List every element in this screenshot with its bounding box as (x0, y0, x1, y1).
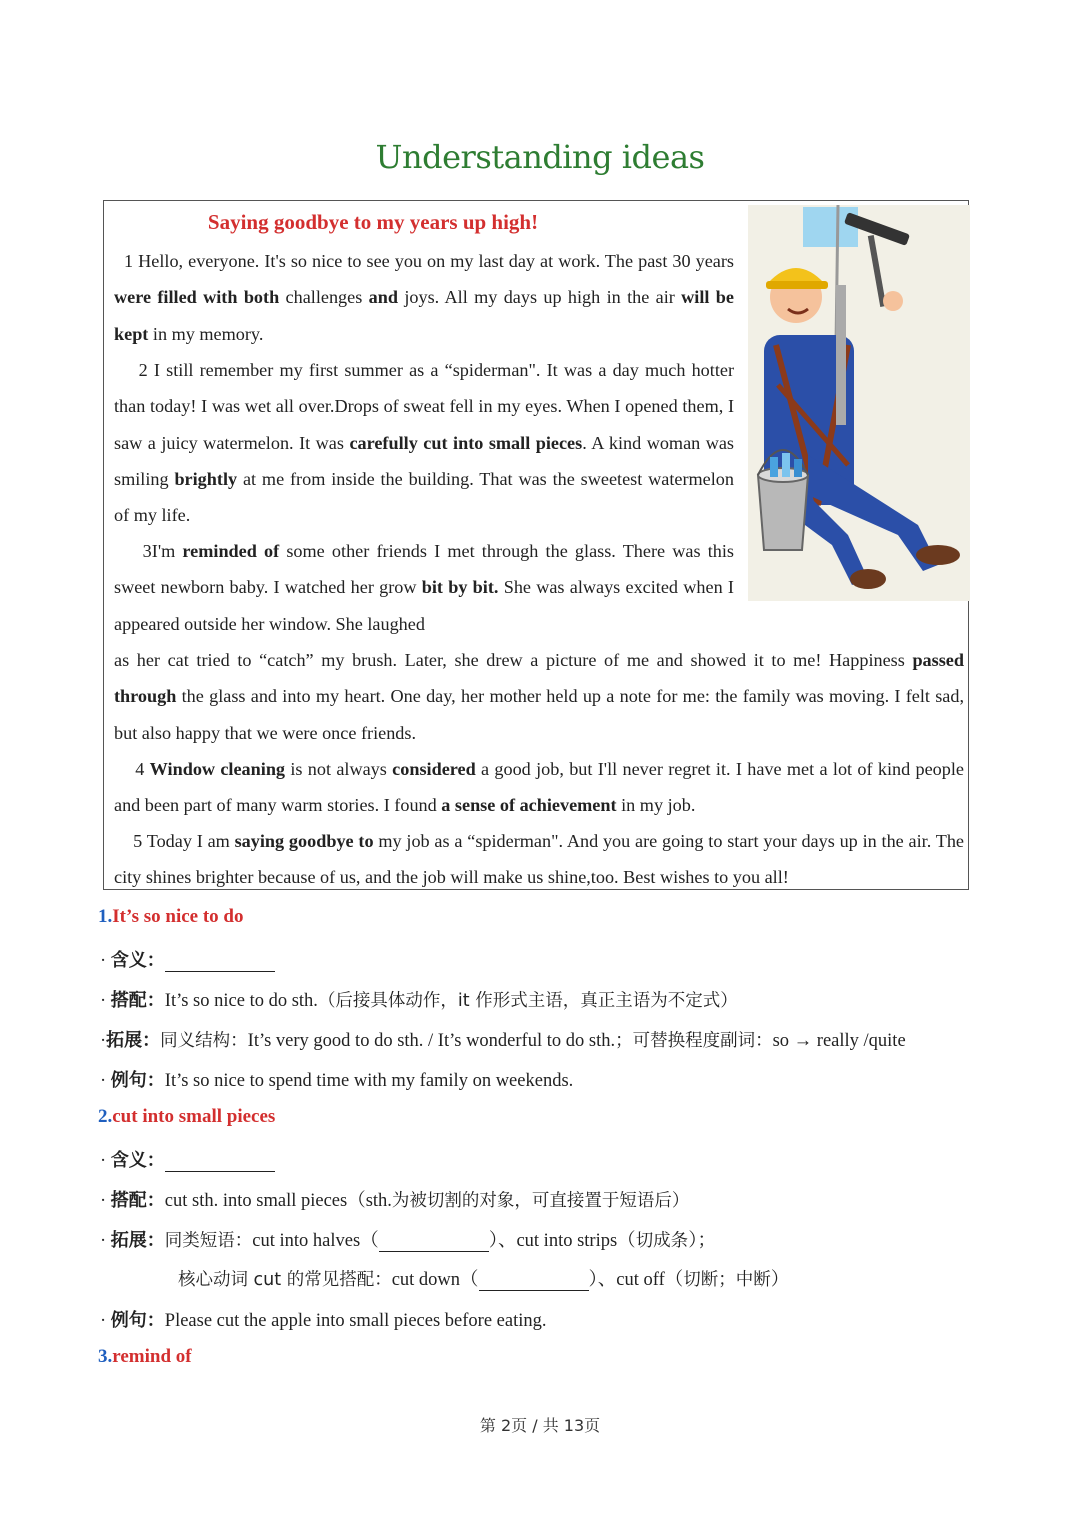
section-3-heading: 3.remind of (98, 1346, 192, 1367)
section-2-expand: · 拓展：同类短语：cut into halves（ ）、cut into strips（切成条）； (100, 1230, 716, 1251)
paragraph-2: 2 I still remember my first summer as a “spiderman". It was a day much hotter than today! I was wet all over.Drops of sweat fell in my eyes. When I opened them, I saw a juicy watermelon. It was carefully cut into small pieces. A kind woman was smiling brightly at me from inside the building. That was the sweetest watermelon of my life. (114, 360, 735, 526)
page-footer: 第 2页 / 共 13页 (479, 1416, 601, 1435)
section-1-heading: 1.It’s so nice to do (98, 906, 244, 927)
paragraph-5: 5 Today I am saying goodbye to my job as a “spiderman". And you are going to start your days up in the air. The city shines brighter because of us, and the job will make us shine,too. Best wishes to you all! (114, 831, 964, 888)
paragraph-3a: 3I'm reminded of some other friends I met through the glass. There was this sweet newborn baby. I watched her grow bit by bit. She was always excited when I appeared outside her window. She laughed (114, 541, 734, 634)
section-2-collocation: · 搭配：cut sth. into small pieces（sth.为被切割的对象，可直接置于短语后） (100, 1190, 690, 1211)
page-title: Understanding ideas (375, 138, 705, 176)
section-1-collocation: · 搭配：It’s so nice to do sth.（后接具体动作，it 作形式主语，真正主语为不定式） (100, 990, 738, 1011)
paragraph-4: 4 Window cleaning is not always considered a good job, but I'll never regret it. I have met a lot of kind people and been part of many warm stories. I found a sense of achievement in my job. (114, 759, 964, 816)
section-2-expand-2: 核心动词 cut 的常见搭配：cut down（ ）、cut off（切断；中断） (178, 1270, 790, 1290)
section-2-heading: 2.cut into small pieces (98, 1106, 276, 1127)
window-cleaner-illustration (748, 205, 970, 601)
passage-title: Saying goodbye to my years up high! (207, 210, 539, 234)
paragraph-1: 1 Hello, everyone. It's so nice to see you on my last day at work. The past 30 years were filled with both challenges and joys. All my days up high in the air will be kept in my memory. (114, 251, 734, 344)
section-2-example: · 例句：Please cut the apple into small pieces before eating. (100, 1310, 547, 1331)
section-1-meaning: · 含义： (100, 946, 275, 972)
paragraph-3b: as her cat tried to “catch” my brush. Later, she drew a picture of me and showed it to me! Happiness passed through the glass and into my heart. One day, her mother held up a note for me: the family was moving. I felt sad, but also happy that we were once friends. (114, 650, 964, 743)
section-2-meaning: · 含义： (100, 1146, 275, 1172)
section-1-expand: ·拓展：同义结构：It’s very good to do sth. / It’s wonderful to do sth.；可替换程度副词：so → really /quite (100, 1030, 906, 1051)
section-1-example: · 例句：It’s so nice to spend time with my family on weekends. (100, 1070, 574, 1091)
